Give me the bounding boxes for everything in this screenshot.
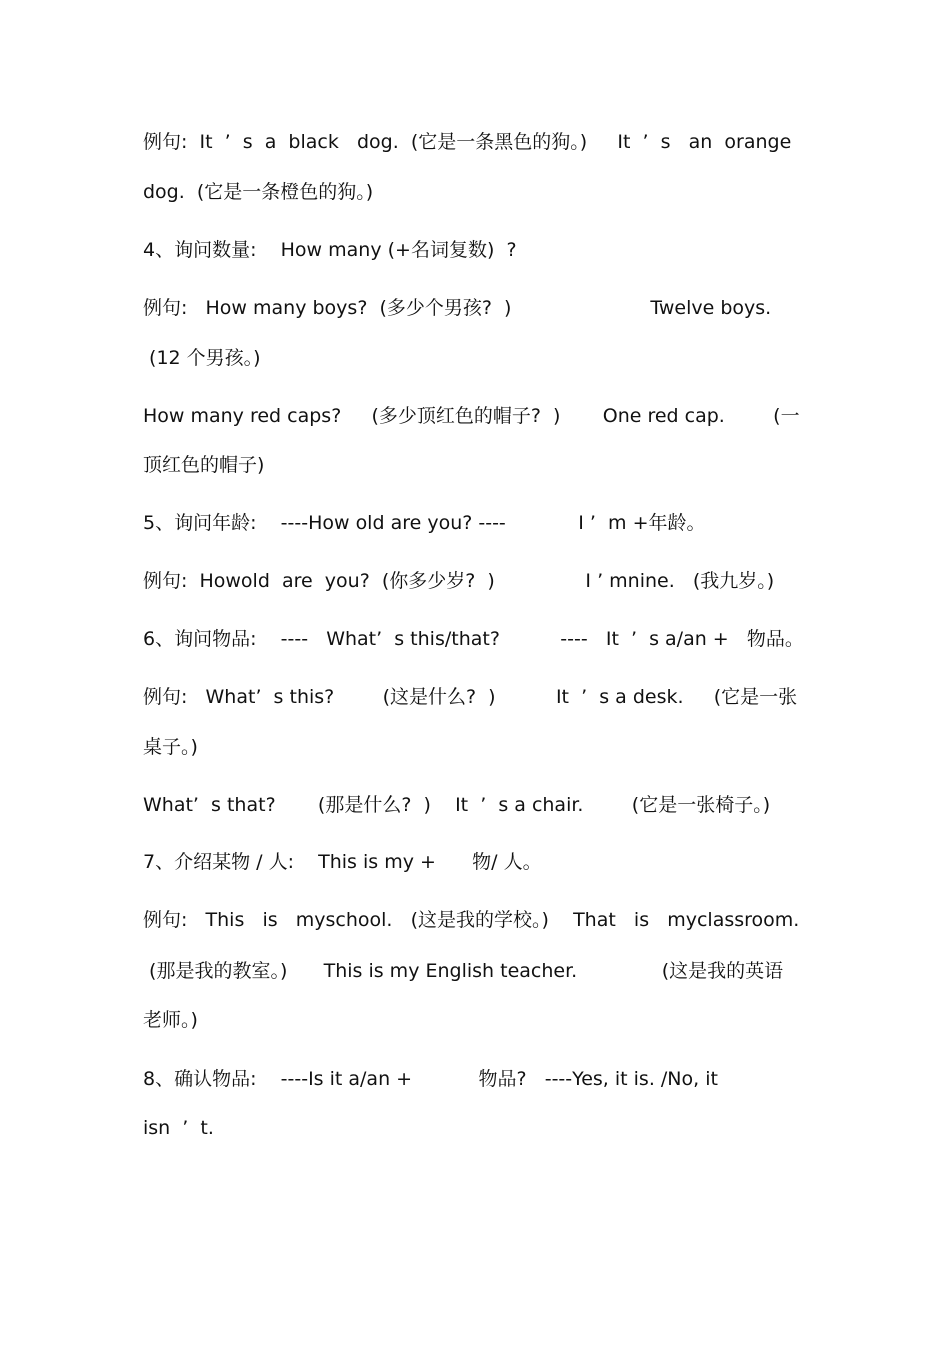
example-line-desk-1: 例句: What’ s this? (这是什么? ) It ’ s a desk. (它是一张 [143, 686, 798, 708]
example-line-dog-1: 例句: It ’ s a black dog. (它是一条黑色的狗。) It ’ s an orange [143, 131, 792, 153]
example-line-caps-2: 顶红色的帽子) [143, 454, 265, 476]
example-line-school-1: 例句: This is myschool. (这是我的学校。) That is myclassroom. [143, 909, 800, 931]
example-line-school-2: (那是我的教室。) This is my English teacher. (这是我的英语 [143, 960, 784, 982]
example-line-chair: What’ s that? (那是什么? ) It ’ s a chair. (它是一张椅子。) [143, 794, 771, 816]
example-line-age: 例句: Howold are you? (你多少岁? ) I ’ mnine. (我九岁。) [143, 570, 775, 592]
example-line-desk-2: 桌子。) [143, 736, 198, 758]
heading-ask-object: 6、询问物品: ---- What’ s this/that? ---- It ’ s a/an + 物品。 [143, 628, 804, 650]
heading-introduce: 7、介绍某物 / 人: This is my + 物/ 人。 [143, 851, 542, 873]
example-line-school-3: 老师。) [143, 1009, 198, 1031]
example-line-caps-1: How many red caps? (多少顶红色的帽子? ) One red cap. (一 [143, 405, 800, 427]
heading-ask-age: 5、询问年龄: ----How old are you? ---- I ’ m +年龄。 [143, 512, 706, 534]
heading-ask-quantity: 4、询问数量: How many (+名词复数) ? [143, 239, 517, 261]
heading-confirm-object-cont: isn ’ t. [143, 1117, 214, 1139]
example-line-boys-1: 例句: How many boys? (多少个男孩? ) Twelve boys. [143, 297, 772, 319]
heading-confirm-object: 8、确认物品: ----Is it a/an + 物品? ----Yes, it is. /No, it [143, 1068, 718, 1090]
example-line-boys-2: (12 个男孩。) [143, 347, 261, 369]
example-line-dog-2: dog. (它是一条橙色的狗。) [143, 181, 374, 203]
